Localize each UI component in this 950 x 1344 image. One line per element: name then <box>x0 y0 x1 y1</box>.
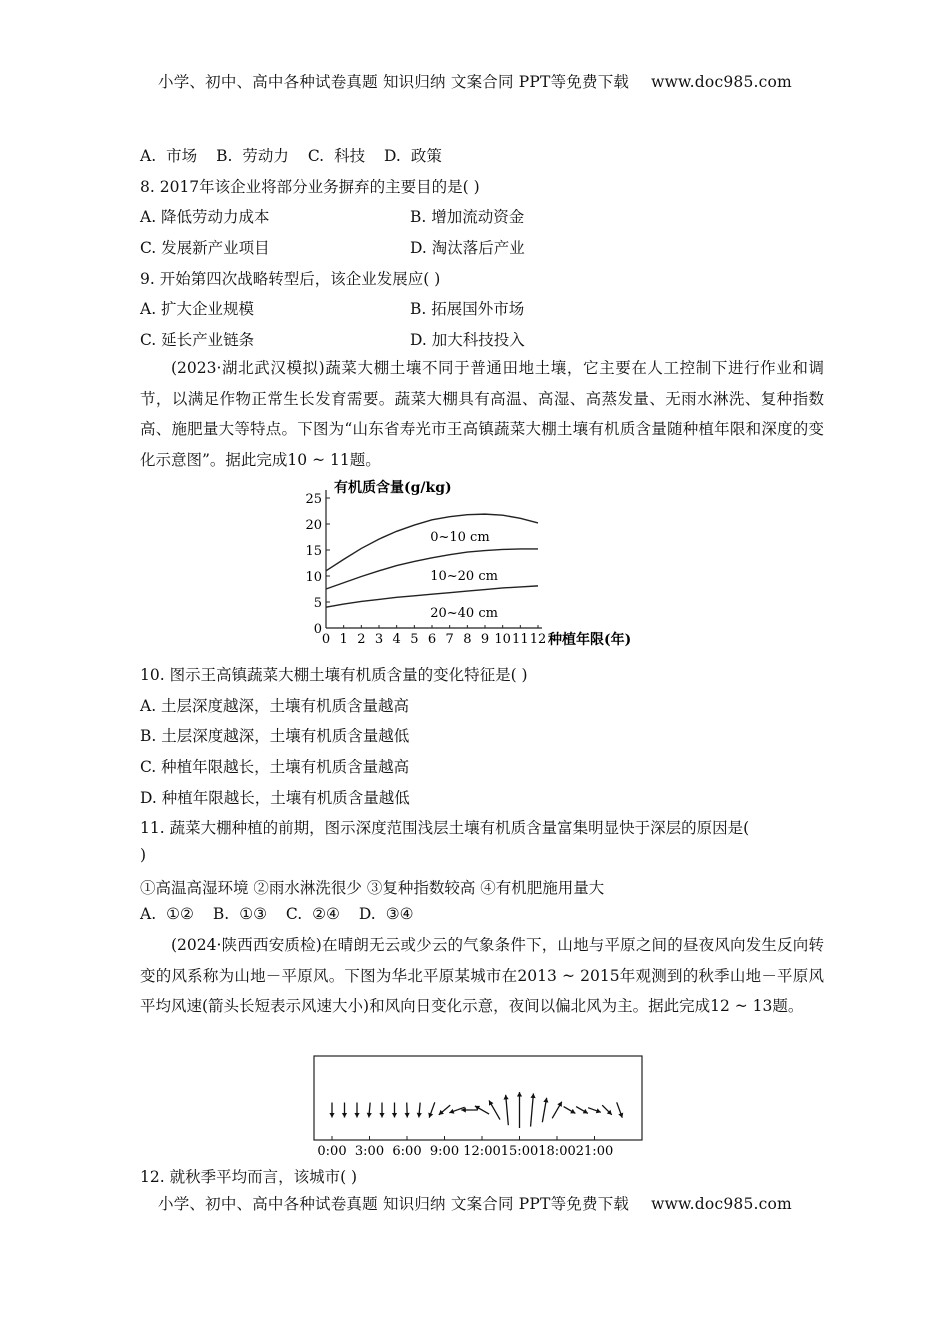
q9-stem: 9. 开始第四次战略转型后，该企业发展应( ) <box>140 270 441 288</box>
q8-option-a[interactable]: A. 降低劳动力成本 <box>140 208 270 226</box>
x-tick-label: 1 <box>339 632 348 647</box>
page-footer <box>0 1192 950 1214</box>
q9-option-b[interactable]: B. 拓展国外市场 <box>410 300 525 318</box>
page-header <box>0 70 950 92</box>
organic-matter-chart <box>298 478 658 656</box>
wind-arrow <box>503 1095 508 1125</box>
wind-arrow-head <box>329 1113 334 1118</box>
series-label-2: 10~20 cm <box>430 568 498 584</box>
x-tick-label: 0 <box>321 632 331 647</box>
x-tick-label: 3:00 <box>354 1144 385 1156</box>
wind-arrow-head <box>392 1113 397 1118</box>
q11-option-c[interactable]: C. ②④ <box>285 905 340 923</box>
chart-frame <box>314 1056 642 1140</box>
wind-arrow <box>405 1103 410 1118</box>
q10-option-d[interactable]: D. 种植年限越长，土壤有机质含量越低 <box>140 789 410 807</box>
x-tick-label: 9 <box>480 632 490 647</box>
q7-option-c[interactable]: C. 科技 <box>307 147 366 165</box>
q9-option-a[interactable]: A. 扩大企业规模 <box>140 300 255 318</box>
wind-arrow-head <box>342 1113 347 1118</box>
q8-option-b[interactable]: B. 增加流动资金 <box>410 208 525 226</box>
wind-arrow-head <box>517 1092 522 1097</box>
q11-stem: 11. 蔬菜大棚种植的前期，图示深度范围浅层土壤有机质含量富集明显快于深层的原因是( <box>140 819 750 837</box>
wind-arrow-head <box>367 1113 372 1118</box>
q7-options <box>140 144 456 166</box>
wind-arrow <box>417 1103 422 1118</box>
q11-option-b[interactable]: B. ①③ <box>212 905 267 923</box>
x-tick-label: 4 <box>392 632 401 647</box>
x-axis-label: 种植年限(年) <box>548 632 632 648</box>
series-line-3 <box>326 586 538 607</box>
x-tick-label: 12 <box>529 632 547 647</box>
y-tick-label: 20 <box>305 518 322 533</box>
x-tick-label: 12:00 <box>463 1144 501 1156</box>
wind-arrow <box>489 1100 500 1119</box>
wind-arrow-head <box>417 1113 422 1118</box>
x-tick-label: 15:00 <box>500 1144 539 1156</box>
wind-arrow-shaft <box>506 1095 509 1125</box>
q9-option-c[interactable]: C. 延长产业链条 <box>140 331 255 349</box>
q7-option-a[interactable]: A. 市场 <box>140 147 198 165</box>
y-tick-label: 10 <box>305 570 322 585</box>
footer-site[interactable]: www.doc985.com <box>651 1195 792 1213</box>
y-tick-label: 0 <box>313 622 322 637</box>
passage-2: (2024·陕西西安质检)在晴朗无云或少云的气象条件下，山地与平原之间的昼夜风向发生反向转变的风系称为山地－平原风。下图为华北平原某城市在2013 ~ 2015年观测到的秋季山地－平原风平均风速(箭头长短表示风速大小)和风向日变化示意，夜间以偏北风为主。据此完成12 ~ 13题。 <box>140 936 824 1015</box>
series-label-1: 0~10 cm <box>430 529 490 545</box>
wind-arrow <box>342 1103 347 1118</box>
q11-option-a[interactable]: A. ①② <box>140 905 194 923</box>
y-axis-label: 有机质含量(g/kg) <box>334 480 452 496</box>
y-tick-label: 15 <box>305 544 322 559</box>
x-tick-label: 2 <box>357 632 366 647</box>
q12-stem: 12. 就秋季平均而言，该城市( ) <box>140 1168 358 1186</box>
q8-option-c[interactable]: C. 发展新产业项目 <box>140 239 270 257</box>
x-tick-label: 8 <box>463 632 472 647</box>
x-tick-label: 6 <box>427 632 437 647</box>
q11-option-d[interactable]: D. ③④ <box>358 905 414 923</box>
wind-arrow <box>617 1102 624 1117</box>
q9-option-d[interactable]: D. 加大科技投入 <box>410 331 525 349</box>
wind-arrow <box>530 1093 535 1126</box>
wind-arrow <box>576 1107 588 1114</box>
wind-arrow-shaft <box>531 1093 534 1126</box>
q11-options <box>140 905 428 923</box>
wind-arrow-head <box>530 1093 535 1098</box>
q10-option-a[interactable]: A. 土层深度越深，土壤有机质含量越高 <box>140 697 410 715</box>
wind-arrow <box>329 1103 334 1118</box>
wind-arrow <box>428 1102 435 1117</box>
x-tick-label: 6:00 <box>392 1144 422 1156</box>
passage-1: (2023·湖北武汉模拟)蔬菜大棚土壤不同于普通田地土壤，它主要在人工控制下进行作业和调节，以满足作物正常生长发育需要。蔬菜大棚具有高温、高湿、高蒸发量、无雨水淋洗、复种指数高、施肥量大等特点。下图为“山东省寿光市王高镇蔬菜大棚土壤有机质含量随种植年限和深度的变化示意图”。据此完成10 ~ 11题。 <box>140 359 824 469</box>
wind-arrow <box>354 1103 359 1118</box>
y-tick-label: 25 <box>305 492 322 507</box>
wind-arrow-head <box>405 1113 410 1118</box>
wind-arrow <box>542 1098 548 1122</box>
footer-text: 小学、初中、高中各种试卷真题 知识归纳 文案合同 PPT等免费下载 <box>158 1195 630 1213</box>
wind-direction-chart <box>302 1052 652 1156</box>
wind-arrow-head <box>354 1113 359 1118</box>
q7-option-d[interactable]: D. 政策 <box>384 147 442 165</box>
q7-option-b[interactable]: B. 劳动力 <box>216 147 289 165</box>
wind-arrow <box>552 1102 562 1119</box>
wind-arrow <box>392 1103 397 1118</box>
wind-arrow <box>602 1105 612 1115</box>
wind-arrow <box>564 1107 576 1114</box>
wind-arrow-head <box>379 1113 384 1118</box>
q11-stem-cont: ) <box>140 846 147 864</box>
x-tick-label: 5 <box>410 632 419 647</box>
q10-option-c[interactable]: C. 种植年限越长，土壤有机质含量越高 <box>140 758 410 776</box>
wind-arrow <box>517 1092 522 1128</box>
q8-stem: 8. 2017年该企业将部分业务摒弃的主要目的是( ) <box>140 178 480 196</box>
wind-arrow <box>379 1103 384 1118</box>
q10-stem: 10. 图示王高镇蔬菜大棚土壤有机质含量的变化特征是( ) <box>140 666 528 684</box>
x-tick-label: 10 <box>494 632 511 647</box>
q8-option-d[interactable]: D. 淘汰落后产业 <box>410 239 525 257</box>
x-tick-label: 0:00 <box>317 1144 347 1156</box>
x-tick-label: 18:00 <box>538 1144 576 1156</box>
wind-arrow <box>367 1103 372 1118</box>
x-tick-label: 11 <box>512 632 529 647</box>
header-site[interactable]: www.doc985.com <box>651 73 792 91</box>
wind-arrow-head <box>503 1095 508 1100</box>
q11-items: ①高温高湿环境 ②雨水淋洗很少 ③复种指数较高 ④有机肥施用量大 <box>140 879 605 897</box>
x-tick-label: 9:00 <box>429 1144 460 1156</box>
series-label-3: 20~40 cm <box>430 606 498 622</box>
wind-arrow <box>588 1108 601 1114</box>
x-tick-label: 21:00 <box>575 1144 614 1156</box>
wind-arrow <box>439 1105 450 1115</box>
x-tick-label: 3 <box>374 632 384 647</box>
y-tick-label: 5 <box>313 596 322 611</box>
header-text: 小学、初中、高中各种试卷真题 知识归纳 文案合同 PPT等免费下载 <box>158 73 630 91</box>
x-tick-label: 7 <box>445 632 454 647</box>
q10-option-b[interactable]: B. 土层深度越深，土壤有机质含量越低 <box>140 727 410 745</box>
